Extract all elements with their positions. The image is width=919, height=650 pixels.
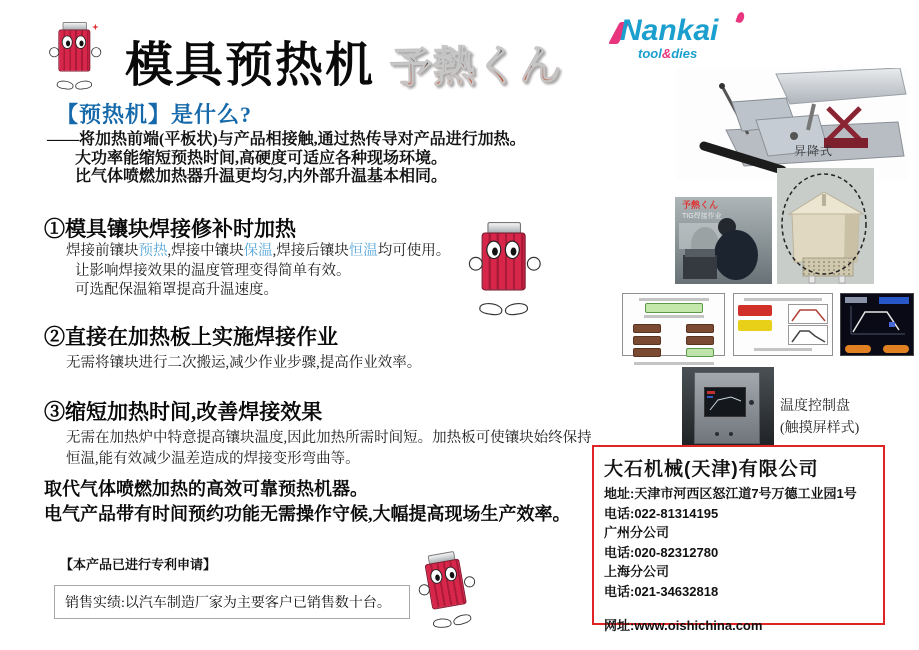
- mascot-body: [58, 30, 90, 72]
- panel-brown-button: [686, 324, 714, 333]
- welding-drawing: [675, 197, 772, 284]
- mascot-foot: [433, 618, 452, 628]
- mascot-body: [482, 232, 526, 290]
- touchscreen-curve-panel: [733, 293, 833, 356]
- temp-curve-thumbnail: [788, 325, 828, 345]
- mascot-pupil: [492, 248, 498, 256]
- brand-name: Nankai: [620, 14, 719, 47]
- section3-title: ③缩短加热时间,改善焊接效果: [44, 400, 323, 424]
- panel-left-buttons: [738, 303, 772, 346]
- welding-photo: [675, 197, 772, 284]
- mascot-hand: [49, 47, 59, 57]
- mascot-pupil: [435, 574, 441, 581]
- section2-title: ②直接在加热板上实施焊接作业: [44, 325, 338, 349]
- touchscreen-menu-panel: [622, 293, 725, 356]
- closing-line: 电气产品带有时间预约功能无需操作守候,大幅提高现场生产效率。: [44, 504, 571, 524]
- panel-orange-button: [883, 345, 909, 353]
- keyword-constant: 恒温: [348, 243, 378, 259]
- mascot-body: [424, 558, 466, 609]
- company-tel: 电话:022-81314195: [604, 505, 719, 521]
- mascot-eye: [486, 241, 501, 260]
- mascot-icon: [414, 548, 482, 634]
- mascot-foot: [75, 80, 93, 91]
- panel-brown-button: [633, 336, 661, 345]
- lift-machine-drawing: [676, 68, 908, 180]
- text-run: 均可使用。: [377, 243, 451, 259]
- panel-yellow-button: [738, 320, 772, 331]
- yonetsu-kun-logo: 予熱くん: [389, 33, 562, 96]
- panel-brown-button: [633, 324, 661, 333]
- panel-header: [845, 297, 909, 304]
- welding-machine: [683, 249, 717, 279]
- company-info-box: [592, 445, 885, 633]
- touchscreen-graph-panel: [840, 293, 914, 356]
- controller-screen: [704, 387, 746, 417]
- insulation-cover-drawing: [777, 168, 874, 284]
- intro-line: ——将加热前端(平板状)与产品相接触,通过热传导对产品进行加热。: [47, 131, 526, 148]
- mascot-foot: [479, 302, 504, 317]
- mascot-foot: [56, 80, 74, 91]
- mascot-eye: [75, 35, 86, 48]
- company-name: 大石机械(天津)有限公司: [604, 459, 819, 480]
- section3-line: 恒温,能有效减少温差造成的焊接变形弯曲等。: [66, 451, 360, 467]
- closing-line: 取代气体喷燃加热的高效可靠预热机器。: [44, 479, 368, 499]
- temperature-controller-photo: [682, 367, 774, 449]
- section2-body: 无需将镶块进行二次搬运,减少作业步骤,提高作业效率。: [66, 355, 422, 371]
- company-branch: 广州分公司: [604, 525, 670, 540]
- photo-overlay-red: 予熱くん: [682, 200, 719, 210]
- company-branch: 上海分公司: [604, 564, 670, 579]
- controller-dot: [715, 432, 719, 436]
- text-run: 焊接前镶块: [66, 243, 139, 259]
- mascot-eye: [505, 241, 520, 260]
- controller-label-line: (触摸屏样式): [780, 421, 860, 436]
- panel-decor: [639, 298, 709, 301]
- mascot-eye: [62, 35, 73, 48]
- panel-orange-button: [845, 345, 871, 353]
- company-tel: 电话:021-34632818: [604, 583, 719, 599]
- mascot-pupil: [449, 572, 455, 579]
- company-website: 网址:www.oishichina.com: [604, 618, 763, 633]
- section1-line: 可选配保温箱罩提高升温速度。: [75, 282, 278, 298]
- mascot-hand: [463, 575, 476, 588]
- section1-title: ①模具镶块焊接修补时加热: [44, 217, 296, 241]
- sales-record-box: 销售实绩:以汽车制造厂家为主要客户已销售数十台。: [54, 585, 410, 619]
- platform-top: [776, 68, 906, 104]
- mascot-icon: [470, 222, 540, 319]
- mascot-pupil: [511, 248, 517, 256]
- mascot-pupil: [66, 40, 70, 46]
- company-tel: 电话:020-82312780: [604, 544, 719, 560]
- intro-paragraph: [47, 131, 587, 187]
- closing-paragraph: [44, 477, 571, 527]
- page-title: 模具预热机: [125, 39, 376, 92]
- section1-line: [66, 242, 450, 262]
- section1-line: 让影响焊接效果的温度管理变得简单有效。: [75, 262, 351, 279]
- intro-line: 大功率能缩短预热时间,高硬度可适应各种现场环境。: [75, 149, 448, 167]
- text-run: ,焊接中镶块: [167, 243, 244, 259]
- photo-overlay-gray: TIG焊接作业: [682, 213, 722, 220]
- keyword-keepwarm: 保温: [243, 243, 273, 259]
- mascot-eye: [429, 568, 443, 585]
- panel-row: [738, 303, 828, 346]
- tagline-amp: &: [661, 46, 672, 61]
- text-run: ,焊接后镶块: [272, 243, 349, 259]
- controller-dot: [729, 432, 733, 436]
- panel-button-grid: [627, 320, 720, 360]
- spark-icon: [92, 24, 99, 31]
- lift-machine-photo: [676, 68, 908, 180]
- panel-red-button: [738, 305, 772, 316]
- nankai-logo: [620, 14, 750, 61]
- mascot-pupil: [79, 40, 83, 46]
- panel-green-button: [645, 303, 703, 313]
- panel-decor: [634, 362, 714, 365]
- section3-line: 无需在加热炉中特意提高镶块温度,因此加热所需时间短。加热板可使镶块始终保持: [66, 430, 592, 446]
- controller-label: [780, 396, 859, 440]
- company-address: 地址:天津市河西区怒江道7号万德工业园1号: [604, 486, 857, 501]
- panel-brown-button: [633, 348, 661, 357]
- tagline-word: tool: [638, 46, 662, 61]
- insulation-cover-photo: [777, 168, 874, 284]
- section3-body: [66, 428, 592, 470]
- panel-decor: [644, 315, 704, 318]
- panel-brown-button: [686, 336, 714, 345]
- section1-body: [66, 242, 450, 301]
- controller-label-line: 温度控制盘: [780, 399, 850, 414]
- mascot-hand: [527, 257, 541, 271]
- panel-brown-button: [686, 348, 714, 357]
- panel-decor: [744, 298, 822, 301]
- panel-footer: [845, 345, 909, 353]
- tagline-word: dies: [671, 46, 698, 61]
- temp-profile-graph: [845, 304, 909, 338]
- panel-decor: [754, 348, 812, 351]
- lift-caption: 昇降式: [794, 144, 834, 158]
- mascot-hand: [469, 257, 483, 271]
- mascot-icon: [50, 22, 100, 93]
- panel-blue-button: [879, 297, 909, 304]
- panel-graphs: [788, 303, 828, 346]
- mascot-hand: [91, 47, 101, 57]
- mascot-foot: [452, 612, 472, 626]
- keyword-preheat: 预热: [138, 243, 168, 259]
- brand-tagline: [638, 46, 750, 61]
- controller-knob: [748, 399, 755, 406]
- mascot-foot: [504, 302, 529, 317]
- intro-line: 比气体喷燃加热器升温更均匀,内外部升温基本相同。: [75, 168, 448, 185]
- panel-decor: [845, 297, 867, 303]
- mascot-eye: [444, 566, 458, 583]
- intro-heading: 【预热机】是什么?: [56, 102, 253, 127]
- temp-curve-thumbnail: [788, 304, 828, 324]
- controller-cabinet: [694, 372, 760, 444]
- patent-note: 【本产品已进行专利申请】: [60, 557, 217, 572]
